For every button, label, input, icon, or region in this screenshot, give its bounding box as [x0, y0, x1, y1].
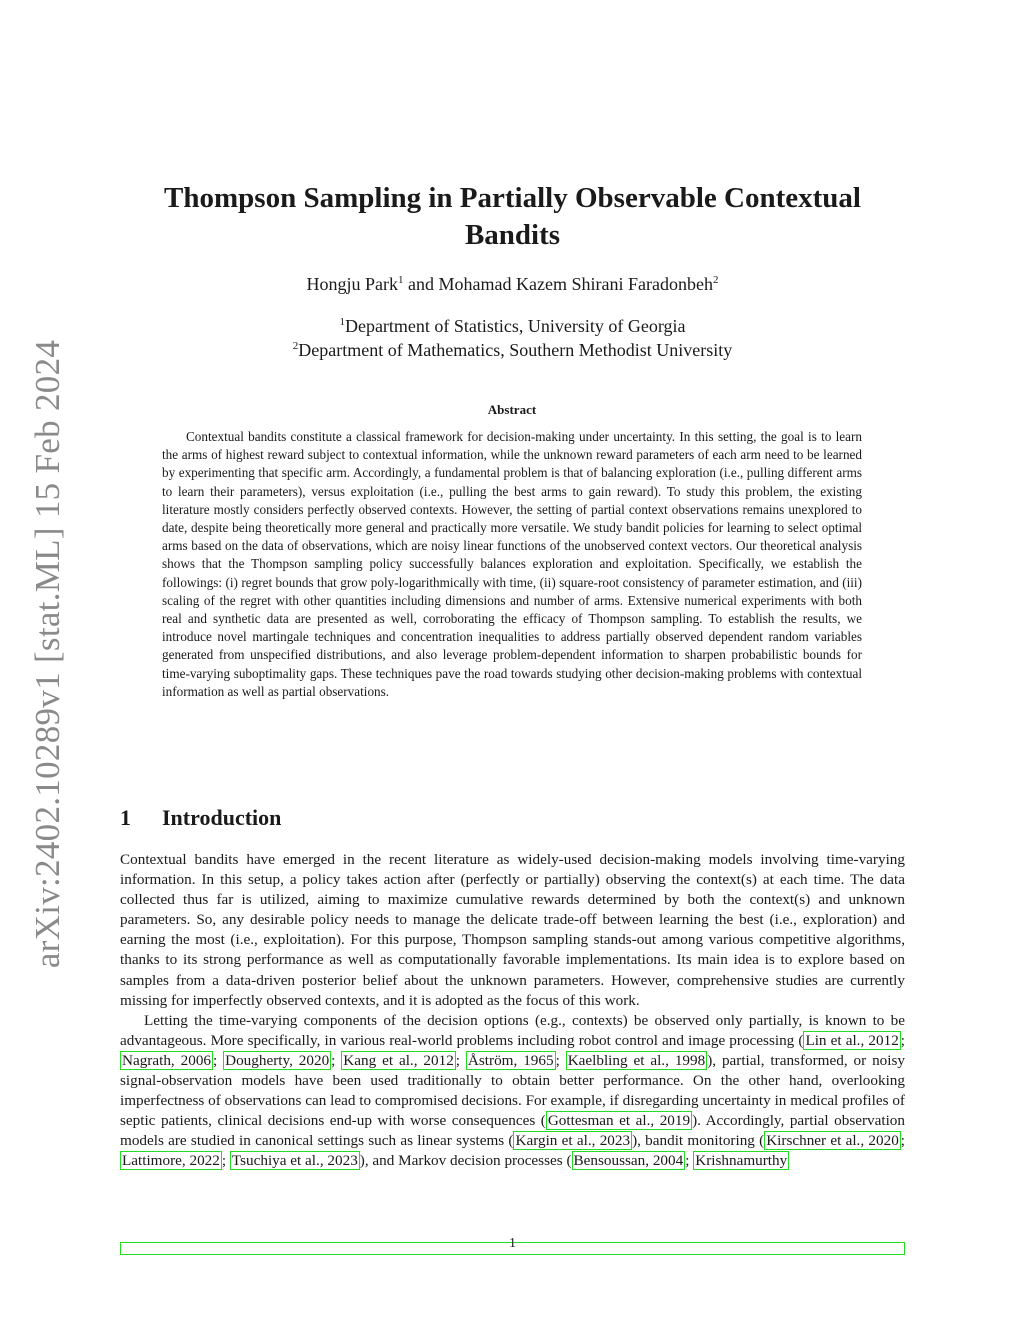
arxiv-identifier: arXiv:2402.10289v1 [stat.ML] 15 Feb 2024 — [28, 339, 67, 969]
citation-link[interactable]: Kaelbling et al., 1998 — [567, 1051, 706, 1069]
section-number: 1 — [120, 805, 131, 830]
affiliations — [120, 314, 905, 362]
citation-link[interactable]: Lin et al., 2012 — [805, 1031, 899, 1049]
author-name: Hongju Park — [306, 274, 399, 294]
affiliation-text: Department of Statistics, University of Georgia — [344, 316, 686, 336]
author-affiliation-mark: 1 — [398, 274, 404, 286]
author-name: Mohamad Kazem Shirani Faradonbeh — [438, 274, 713, 294]
author-list — [120, 272, 905, 296]
paragraph-text: ), bandit monitoring ( — [632, 1132, 765, 1150]
affiliation — [120, 338, 905, 362]
author-affiliation-mark: 2 — [712, 274, 719, 286]
citation-link[interactable]: Tsuchiya et al., 2023 — [231, 1152, 358, 1170]
paragraph-text: Letting the time-varying components of the decision options (e.g., contexts) be observed only partially, is known to be advantageous. More specifically, in various real-world problems including robot control and image processing ( — [120, 1011, 905, 1049]
paragraph-text: ). Accordingly, partial observation models are studied in canonical settings such as linear systems ( — [120, 1112, 905, 1150]
paragraph: Contextual bandits have emerged in the recent literature as widely-used decision-making models involving time-varying information. In this setup, a policy takes action after (perfectly or partially) observing the context(s) at each time. The data collected thus far is utilized, aiming to maximize cumulative rewards determined by both the context(s) and unknown parameters. So, any desirable policy needs to manage the delicate trade-off between learning the best (i.e., exploration) and earning the most (i.e., exploitation). For this purpose, Thompson sampling stands-out among various competitive algorithms, thanks to its strong performance as well as computationally favorable implementations. Its main idea is to explore based on samples from a data-driven posterior belief about the unknown parameters. However, comprehensive studies are currently missing for imperfectly observed contexts, and it is adopted as the focus of this work. — [120, 851, 905, 1009]
paragraph-text: ), and Markov decision processes ( — [359, 1152, 572, 1170]
affiliation-mark: 1 — [339, 316, 345, 328]
affiliation-mark: 2 — [292, 340, 299, 352]
section-title: Introduction — [162, 805, 282, 830]
citation-link[interactable]: Nagrath, 2006 — [122, 1051, 211, 1069]
citation-link[interactable]: Kargin et al., 2023 — [515, 1132, 631, 1150]
introduction-body — [120, 850, 905, 1172]
author-conjunction: and — [408, 274, 435, 294]
arxiv-sidebar — [28, 339, 68, 969]
affiliation — [120, 314, 905, 338]
abstract-body: Contextual bandits constitute a classical framework for decision-making under uncertainty. In this setting, the goal is to learn the arms of highest reward subject to contextual information, while the unknown reward parameters of each arm need to be learned by experimenting that specific arm. Accordingly, a fundamental problem is that of balancing exploration (i.e., pulling different arms to learn their parameters), versus exploitation (i.e., pulling the best arms to gain reward). To study this problem, the existing literature mostly considers perfectly observed contexts. However, the setting of partial context observations remains unexplored to date, despite being theoretically more general and practically more versatile. We study bandit policies for learning to select optimal arms based on the data of observations, which are noisy linear functions of the unobserved context vectors. Our theoretical analysis shows that the Thompson sampling policy successfully balances exploration and exploitation. Specifically, we establish the followings: (i) regret bounds that grow poly-logarithmically with time, (ii) square-root consistency of parameter estimation, and (iii) scaling of the regret with other quantities including dimensions and number of arms. Extensive numerical experiments with both real and synthetic data are presented as well, corroborating the efficacy of Thompson sampling. To establish the results, we introduce novel martingale techniques and concentration inequalities to address partially observed dependent random variables generated from unspecified distributions, and also leverage problem-dependent information to sharpen probabilistic bounds for time-varying suboptimality gaps. These techniques pave the road towards studying other decision-making problems with contextual information as well as partial observations. — [162, 429, 862, 699]
page-number: 1 — [509, 1236, 516, 1251]
footnote-link-box[interactable] — [120, 1236, 905, 1255]
citation-link[interactable]: Bensoussan, 2004 — [573, 1152, 684, 1170]
affiliation-text: Department of Mathematics, Southern Methodist University — [298, 340, 733, 360]
citation-link[interactable]: Kang et al., 2012 — [343, 1051, 454, 1069]
abstract-heading: Abstract — [487, 402, 537, 417]
citation-link[interactable]: Åström, 1965 — [467, 1051, 554, 1069]
citation-link[interactable]: Gottesman et al., 2019 — [547, 1112, 691, 1130]
citation-link[interactable]: Dougherty, 2020 — [225, 1051, 330, 1069]
citation-link[interactable]: Kirschner et al., 2020 — [766, 1132, 899, 1150]
citation-link[interactable]: Lattimore, 2022 — [122, 1152, 220, 1170]
section-heading — [120, 804, 281, 832]
paragraph: Letting the time-varying components of the decision options (e.g., contexts) be observed only partially, is known to be advantageous. More specifically, in various real-world problems including robot control and image processing ( Lin et al., 2012 ; Nagrath, 2006 ; Dougherty, 2020 ; Kang et al., 2012 ; Åström, 1965 ; Kaelbling et al., 1998 ), partial, transformed, or noisy signal-observation models have been used traditionally to obtain better performance. On the other hand, overlooking imperfectness of observations can lead to compromised decisions. For example, if disregarding uncertainty in medical profiles of septic patients, clinical decisions end-up with worse consequences ( Gottesman et al., 2019 ). Accordingly, partial observation models are studied in canonical settings such as linear systems ( Kargin et al., 2023 ), bandit monitoring ( Kirschner et al., 2020 ; Lattimore, 2022 ; Tsuchiya et al., 2023 ), and Markov decision processes ( Bensoussan, 2004 ; Krishnamurthy — [120, 1011, 906, 1170]
paper-title: Thompson Sampling in Partially Observable Contextual Bandits — [164, 182, 861, 251]
paragraph-text: ), partial, transformed, or noisy signal-observation models have been used traditionally to obtain better performance. On the other hand, overlooking imperfectness of observations can lead to compromised decisions. For example, if disregarding uncertainty in medical profiles of septic patients, clinical decisions end-up with worse consequences ( — [120, 1051, 905, 1130]
citation-link[interactable]: Krishnamurthy — [695, 1152, 788, 1170]
